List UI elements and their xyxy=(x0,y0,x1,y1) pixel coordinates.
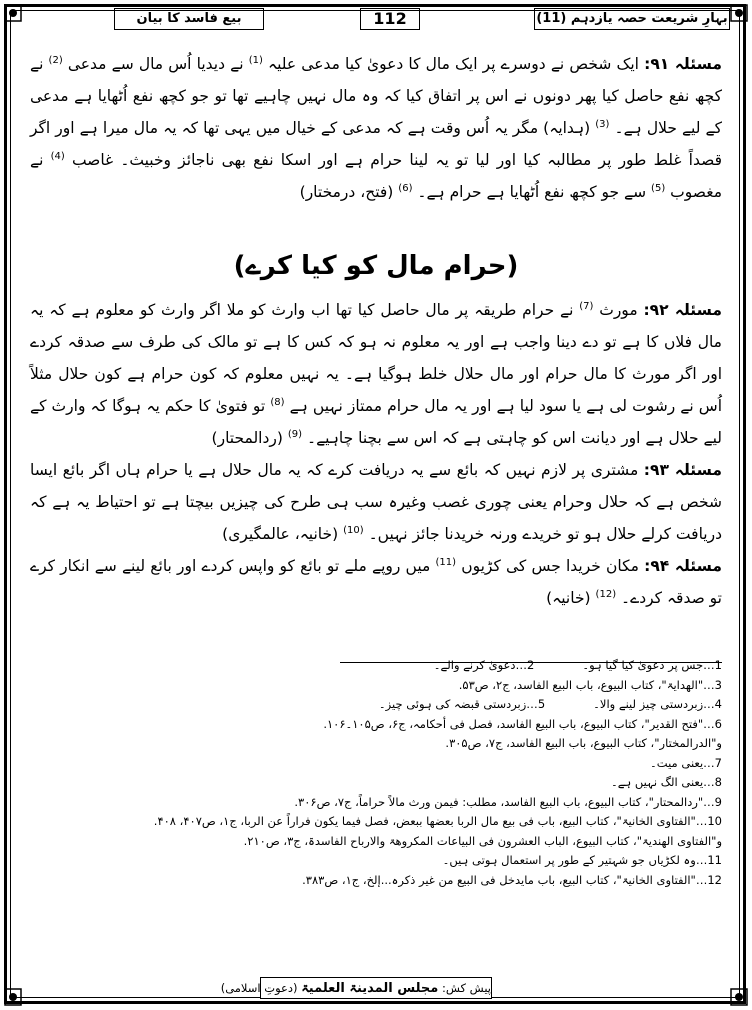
issue-label: مسئلہ ۹۴: xyxy=(644,557,722,575)
footnote: 12…"الفتاوی الخانیۃ"، کتاب البیع، باب مایدخل فی البیع من غیر ذکرہ...إلخ، ج۱، ص۳۸۳. xyxy=(302,872,722,887)
footnote: 7…یعنی میت۔ xyxy=(650,755,722,770)
footnote-ref: (5) xyxy=(651,182,666,194)
body-text: (ہدایہ) مگر یہ اُس وقت ہے کہ مدعی کے خیال میں یہی تھا کہ یہ مال میرا ہے اور اگر قصداً غلط طور پر مطالبہ کیا اور لیا تو یہ لینا حرام ہے اور اسکا نفع بھی ناجائز وخبیث۔ غاصب xyxy=(30,119,722,169)
footnote: و"الفتاوی الھندیۃ"، کتاب البیوع، الباب العشرون فی البیاعات المکروھۃ والارباح الفاسدۃ، ج۳، ص۲۱۰. xyxy=(243,833,722,848)
issue-92 xyxy=(30,294,722,454)
footnote: 1…جس پر دعویٰ کیا گیا ہو۔ xyxy=(582,658,722,672)
chapter-title: بیع فاسد کا بیان xyxy=(114,8,264,30)
publisher-footer xyxy=(220,977,492,999)
book-title: بہارِ شریعت حصہ یازدہم (11) xyxy=(534,8,730,30)
body-text: تو فتویٰ کا حکم یہ ہوگا کہ وارث کے لیے حلال ہے اور دیانت اس کو چاہتی ہے کہ اس سے بچنا چاہیے۔ xyxy=(30,397,722,447)
footnote: 6…"فتح القدیر"، کتاب البیوع، باب البیع الفاسد، فصل فی أحکامہ، ج۶، ص۱۰۵۔۱۰۶. xyxy=(323,716,722,731)
footnote-ref: (9) xyxy=(287,428,303,440)
source-citation: (فتح، درمختار) xyxy=(299,183,394,201)
footnote: 2…دعویٰ کرنے والے۔ xyxy=(433,658,535,672)
footnote-ref: (11) xyxy=(435,556,457,568)
body-text: مشتری پر لازم نہیں کہ بائع سے یہ دریافت کرے کہ یہ مال حلال ہے یا حرام ہاں اگر بائع ایسا شخص ہے کہ حلال وحرام یعنی چوری غصب وغیرہ سب ہی طرح کی چیزیں بیچتا ہے تو احتیاط یہ ہے کہ دریافت کرلے حلال ہو تو خریدے ورنہ خریدنا جائز نہیں۔ xyxy=(30,461,722,543)
issue-93 xyxy=(30,454,722,550)
footnote: 3…"الھدایۃ"، کتاب البیوع، باب البیع الفاسد، ج۲، ص۵۳. xyxy=(458,677,722,692)
body-text: مورث xyxy=(599,301,638,319)
body-text: نے حرام طریقہ پر مال حاصل کیا تھا اب وارث کو ملا اگر وارث کو معلوم ہے کہ یہ مال فلاں کا ہے تو دے دینا واجب ہے اور یہ معلوم نہ ہو کہ کس کا ہے تو مالک کی طرف سے صدقہ کردے اور اگر مورث کا مال حرام اور مال حلال خلط ہوگیا ہے۔ یہ نہیں معلوم کہ کون حرام ہے کون حلال مثلاً اُس نے رشوت لی ہے یا سود لیا ہے اور یہ مال حرام ممتاز نہیں ہے xyxy=(30,301,723,415)
footnote: 8…یعنی الگ نہیں ہے۔ xyxy=(611,775,722,789)
footnote-row xyxy=(30,656,722,676)
footnote-ref: (2) xyxy=(48,54,63,66)
issue-label: مسئلہ ۹۱: xyxy=(644,55,722,73)
footnote: 5…زبردستی قبضہ کی ہوئی چیز۔ xyxy=(378,697,546,711)
body-text: مکان خریدا جس کی کڑیوں xyxy=(461,557,639,575)
issue-94 xyxy=(30,550,722,614)
corner-ornament-icon xyxy=(730,988,748,1006)
source-citation: (خانیہ، عالمگیری) xyxy=(222,525,339,543)
footnote: 11…وہ لکڑیاں جو شہتیر کے طور پر استعمال ہوتی ہیں۔ xyxy=(442,853,722,867)
issue-label: مسئلہ ۹۳: xyxy=(643,461,722,479)
body-text: سے جو کچھ نفع اُٹھایا ہے حرام ہے۔ xyxy=(417,183,647,201)
footnote-ref: (10) xyxy=(343,524,364,536)
footnote-ref: (8) xyxy=(270,396,285,408)
issue-91 xyxy=(30,48,722,208)
section-heading-wrap xyxy=(30,246,722,286)
footnote-row xyxy=(30,695,722,715)
corner-ornament-icon xyxy=(4,988,22,1006)
page-content xyxy=(30,48,722,614)
footnote: 4…زبردستی چیز لینے والا۔ xyxy=(593,697,722,711)
body-text: میں روپے ملے تو بائع کو واپس کردے اور بائع لینے سے انکار کرے تو صدقہ کردے۔ xyxy=(30,557,722,607)
source-citation: (ردالمحتار) xyxy=(211,429,283,447)
footnote-ref: (4) xyxy=(50,150,65,162)
source-citation: (خانیہ) xyxy=(546,589,591,607)
footnote-ref: (6) xyxy=(398,182,413,194)
footnote-ref: (12) xyxy=(595,588,617,600)
footnote-ref: (1) xyxy=(248,54,263,66)
body-text: نے دیدیا اُس مال سے مدعی xyxy=(67,55,244,73)
body-text: ایک شخص نے دوسرے پر ایک مال کا دعویٰ کیا مدعی علیہ xyxy=(268,55,639,73)
footer-suffix: (دعوتِ اسلامی) xyxy=(220,981,298,995)
page-header xyxy=(14,6,736,32)
footnote: 10…"الفتاوی الخانیۃ"، کتاب البیع، باب فی بیع مال الربا بعضھا ببعض، فصل فیما یکون فراراً عن الربا، ج۱، ص۴۰۷، ۴۰۸. xyxy=(153,814,722,828)
footnote-ref: (7) xyxy=(579,300,594,312)
publisher-name: مجلس المدینۃ العلمیۃ xyxy=(301,981,439,996)
section-heading: (حرام مال کو کیا کرے) xyxy=(233,251,519,281)
footnote: 9…"ردالمحتار"، کتاب البیوع، باب البیع الفاسد، مطلب: فیمن ورث مالاً حراماً، ج۷، ص۳۰۶. xyxy=(294,794,722,809)
page-number: 112 xyxy=(360,8,420,30)
body-text: نے کچھ نفع حاصل کیا پھر دونوں نے اس پر اتفاق کیا کہ وہ مال نہیں چاہیے تھا تو جو کچھ نفع اُٹھایا ہے مدعی کے لیے حلال ہے۔ xyxy=(30,55,722,137)
footnotes xyxy=(30,656,722,890)
footer-prefix: پیش کش: xyxy=(442,981,491,995)
body-text: نے مغصوب xyxy=(30,151,722,201)
footnote-ref: (3) xyxy=(595,118,610,130)
issue-label: مسئلہ ۹۲: xyxy=(643,301,722,319)
footnote: و"الدرالمختار"، کتاب البیوع، باب البیع الفاسد، ج۷، ص۳۰۵. xyxy=(445,736,722,750)
